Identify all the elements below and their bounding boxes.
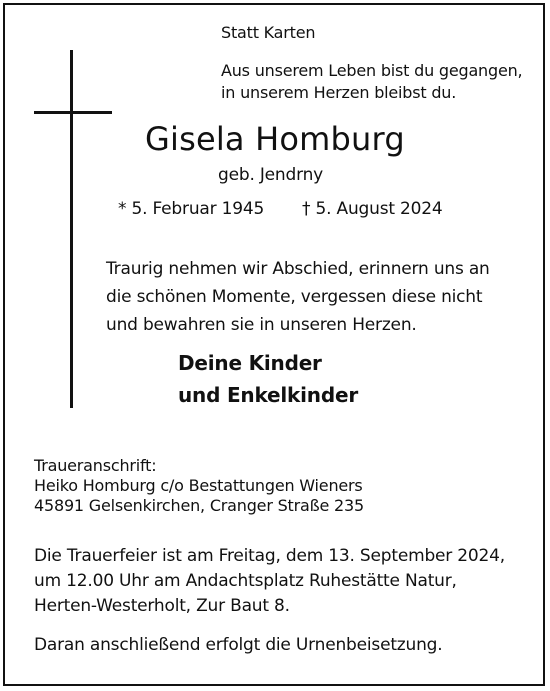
service-line: Die Trauerfeier ist am Freitag, dem 13. September 2024,	[34, 546, 505, 566]
service-line: um 12.00 Uhr am Andachtsplatz Ruhestätte Natur,	[34, 571, 457, 591]
message-line: Traurig nehmen wir Abschied, erinnern uns an	[106, 259, 490, 279]
cross-icon-vertical	[70, 50, 73, 408]
signer-line: Deine Kinder	[178, 351, 322, 375]
signer-line: und Enkelkinder	[178, 383, 358, 407]
motto	[221, 60, 522, 104]
cross-icon-horizontal	[34, 111, 112, 114]
deceased-name: Gisela Homburg	[145, 120, 405, 158]
service-info	[34, 544, 505, 619]
birth-date: * 5. Februar 1945	[118, 199, 265, 219]
signers	[178, 347, 358, 411]
address-line: Heiko Homburg c/o Bestattungen Wieners	[34, 476, 363, 495]
death-date: † 5. August 2024	[302, 199, 443, 219]
farewell-message	[106, 255, 526, 339]
motto-line: in unserem Herzen bleibst du.	[221, 83, 457, 102]
service-line: Herten-Westerholt, Zur Baut 8.	[34, 596, 290, 616]
maiden-name: geb. Jendrny	[218, 165, 324, 185]
message-line: die schönen Momente, vergessen diese nicht	[106, 287, 483, 307]
burial-note: Daran anschließend erfolgt die Urnenbeisetzung.	[34, 635, 443, 655]
message-line: und bewahren sie in unseren Herzen.	[106, 315, 417, 335]
mourning-address	[34, 456, 364, 516]
address-line: Traueranschrift:	[34, 456, 157, 475]
statt-karten-text: Statt Karten	[221, 23, 316, 42]
motto-line: Aus unserem Leben bist du gegangen,	[221, 61, 523, 80]
address-line: 45891 Gelsenkirchen, Cranger Straße 235	[34, 496, 364, 515]
